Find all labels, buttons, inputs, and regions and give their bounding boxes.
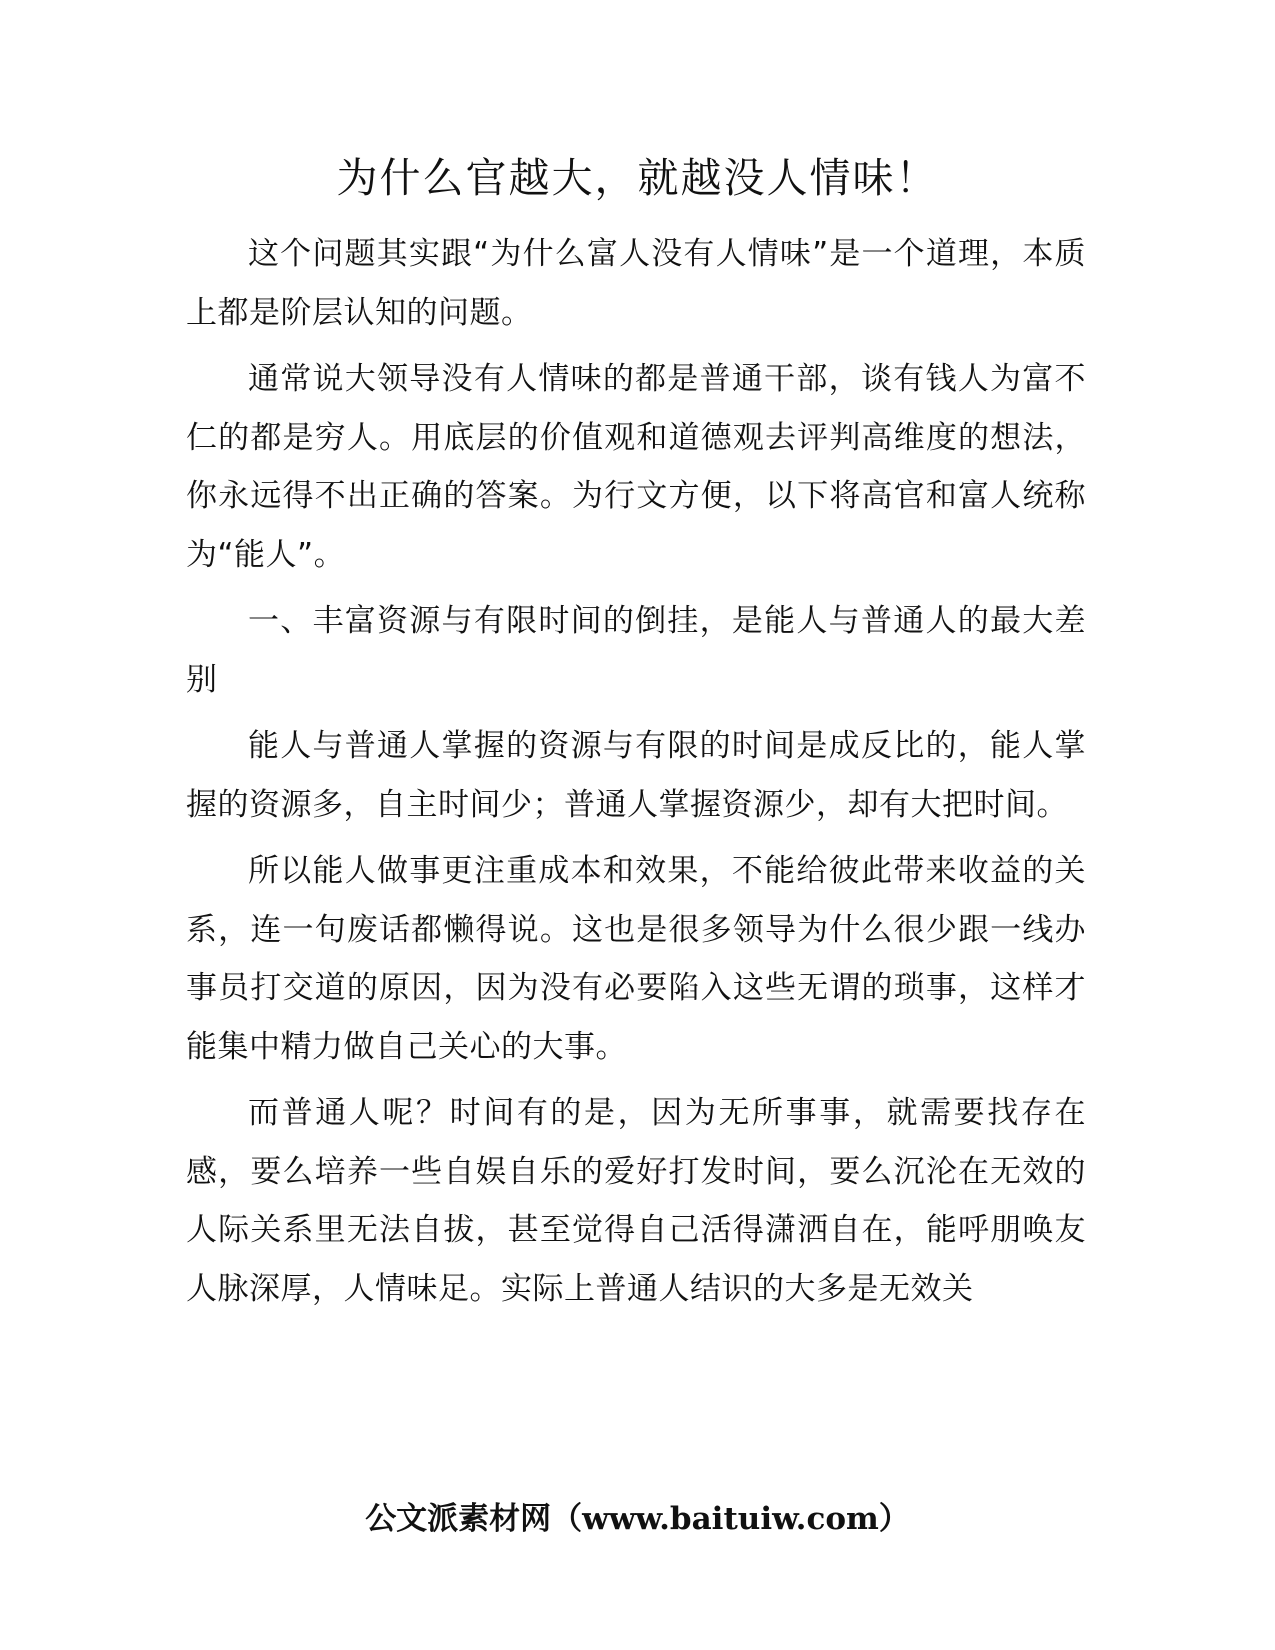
paragraph-resources-time: 能人与普通人掌握的资源与有限的时间是成反比的，能人掌握的资源多，自主时间少；普通人掌握资源少，却有大把时间。 — [186, 728, 1086, 823]
document-body — [186, 225, 1086, 1326]
footer-source: 公文派素材网（www.baituiw.com） — [365, 1501, 910, 1537]
section-heading-one: 一、丰富资源与有限时间的倒挂，是能人与普通人的最大差别 — [186, 603, 1086, 698]
paragraph-common-view: 通常说大领导没有人情味的都是普通干部，谈有钱人为富不仁的都是穷人。用底层的价值观和道德观去评判高维度的想法，你永远得不出正确的答案。为行文方便，以下将高官和富人统称为“能人”。 — [186, 361, 1086, 573]
paragraph-cost-effect: 所以能人做事更注重成本和效果，不能给彼此带来收益的关系，连一句废话都懒得说。这也是很多领导为什么很少跟一线办事员打交道的原因，因为没有必要陷入这些无谓的琐事，这样才能集中精力做自己关心的大事。 — [186, 853, 1086, 1065]
paragraph-intro: 这个问题其实跟“为什么富人没有人情味”是一个道理，本质上都是阶层认知的问题。 — [186, 236, 1086, 331]
document-title: 为什么官越大，就越没人情味！ — [336, 154, 939, 202]
paragraph-ordinary-people: 而普通人呢？时间有的是，因为无所事事，就需要找存在感，要么培养一些自娱自乐的爱好打发时间，要么沉沦在无效的人际关系里无法自拔，甚至觉得自己活得潇洒自在，能呼朋唤友人脉深厚，人情味足。实际上普通人结识的大多是无效关 — [186, 1095, 1086, 1307]
